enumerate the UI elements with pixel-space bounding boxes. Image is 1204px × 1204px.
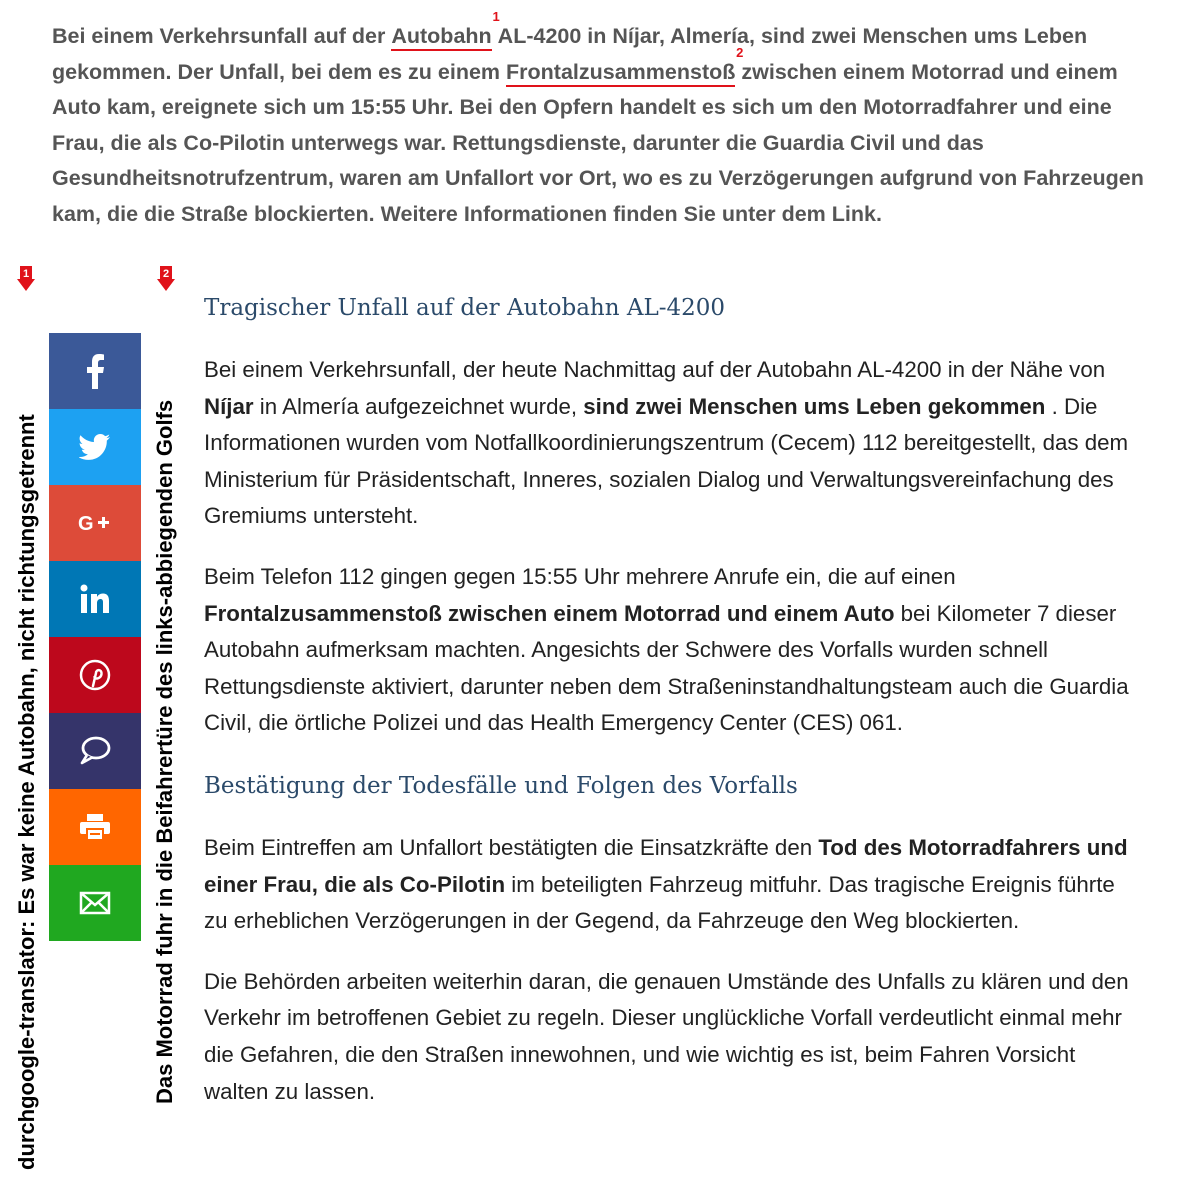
- summary-text-3: zwischen einem Motorrad und einem Auto kam, ereignete sich um 15:55 Uhr. Bei den Opfern handelt es sich um den Motorradfahrer und eine Frau, die als Co-Pilotin unterwegs war. Rettungsdienste, darunter die Guardia Civil und das Gesundheitsnotrufzentrum, waren am Unfallort vor Ort, wo es zu Verzögerungen aufgrund von Fahrzeugen kam, die die Straße blockierten. Weitere Informationen finden Sie unter dem Link.: [52, 59, 1144, 226]
- paragraph-text: Beim Eintreffen am Unfallort bestätigten die Einsatzkräfte den: [204, 834, 819, 860]
- annotation-marker-number-2: 2: [162, 268, 170, 280]
- paragraph-bold-text: Frontalzusammenstoß zwischen einem Motorrad und einem Auto: [204, 600, 895, 626]
- svg-text:G: G: [78, 513, 94, 534]
- share-linkedin-button[interactable]: [49, 561, 141, 637]
- paragraph-bold-text: Tod des Motorradfahrers und einer Frau, die als Co-Pilotin: [204, 834, 1128, 897]
- printer-icon: [79, 813, 111, 841]
- annotation-marker-number-1: 1: [22, 268, 30, 280]
- facebook-icon: [84, 353, 106, 389]
- annotation-marker-2: [156, 266, 176, 292]
- annotation-1: [391, 9, 500, 55]
- share-email-button[interactable]: [49, 865, 141, 941]
- annotation-note-2: Das Motorrad fuhr in die Beifahrertüre des links-abbiegenden Golfs: [152, 399, 177, 1104]
- share-sidebar: [49, 333, 141, 941]
- paragraph-text: . Die Informationen wurden vom Notfallkoordinierungszentrum (Cecem) 112 bereitgestellt, das dem Ministerium für Präsidentschaft, Inneres, sozialen Dialog und Verwaltungsvereinfachung des Gremiums untersteht.: [204, 393, 1129, 529]
- article-paragraph-3: [204, 830, 1134, 940]
- share-facebook-button[interactable]: [49, 333, 141, 409]
- share-google-plus-button[interactable]: [49, 485, 141, 561]
- paragraph-bold-text: sind zwei Menschen ums Leben gekommen: [583, 393, 1046, 419]
- article-paragraph-1: [204, 352, 1134, 535]
- summary-text-2: AL-4200 in Níjar, Almería, sind zwei Menschen ums Leben gekommen. Der Unfall, bei dem es zu einem: [52, 24, 1088, 84]
- envelope-icon: [79, 891, 111, 915]
- pinterest-icon: [79, 659, 111, 691]
- paragraph-text: Beim Telefon 112 gingen gegen 15:55 Uhr mehrere Anrufe ein, die auf einen: [204, 563, 956, 589]
- share-twitter-button[interactable]: [49, 409, 141, 485]
- paragraph-text: bei Kilometer 7 dieser Autobahn aufmerksam machten. Angesichts der Schwere des Vorfalls wurden schnell Rettungsdienste aktiviert, darunter neben dem Straßeninstandhaltungsteam auch die Guardia Civil, die örtliche Polizei und das Health Emergency Center (CES) 061.: [204, 600, 1129, 736]
- share-comment-button[interactable]: [49, 713, 141, 789]
- article-paragraph-4: Die Behörden arbeiten weiterhin daran, die genauen Umstände des Unfalls zu klären und den Verkehr im betroffenen Gebiet zu regeln. Dieser unglückliche Vorfall verdeutlicht einmal mehr die Gefahren, die den Straßen innewohnen, und wie wichtig es ist, beim Fahren Vorsicht walten zu lassen.: [204, 968, 1129, 1104]
- article-heading-2: Bestätigung der Todesfälle und Folgen des Vorfalls: [204, 772, 798, 799]
- linkedin-icon: [80, 584, 110, 614]
- article-paragraph-2: [204, 559, 1134, 742]
- twitter-icon: [79, 433, 111, 461]
- annotation-2: [506, 44, 744, 91]
- share-pinterest-button[interactable]: [49, 637, 141, 713]
- annotation-number-1: 1: [492, 9, 500, 24]
- share-print-button[interactable]: [49, 789, 141, 865]
- annotation-note-1: durchgoogle-translator: Es war keine Autobahn, nicht richtungsgetrennt: [14, 414, 39, 1170]
- summary-text-1: Bei einem Verkehrsunfall auf der: [52, 24, 392, 48]
- paragraph-text: in Almería aufgezeichnet wurde,: [253, 393, 584, 419]
- annotated-term-frontalzusammenstoss: Frontalzusammenstoß: [506, 60, 735, 87]
- paragraph-bold-text: Níjar: [204, 393, 254, 419]
- article-body: [204, 288, 1134, 1110]
- annotation-marker-1: [16, 266, 36, 292]
- speech-bubble-icon: [79, 736, 111, 766]
- paragraph-text: Bei einem Verkehrsunfall, der heute Nachmittag auf der Autobahn AL-4200 in der Nähe von: [204, 357, 1106, 382]
- google-plus-icon: [78, 512, 112, 534]
- article-heading-1: Tragischer Unfall auf der Autobahn AL-4200: [204, 295, 726, 321]
- summary-paragraph: [52, 9, 1162, 232]
- annotation-number-2: 2: [736, 44, 744, 60]
- annotated-term-autobahn: Autobahn: [391, 24, 491, 51]
- paragraph-text: im beteiligten Fahrzeug mitfuhr. Das tragische Ereignis führte zu erheblichen Verzögerungen in der Gegend, da Fahrzeuge den Weg blockierten.: [204, 871, 1115, 934]
